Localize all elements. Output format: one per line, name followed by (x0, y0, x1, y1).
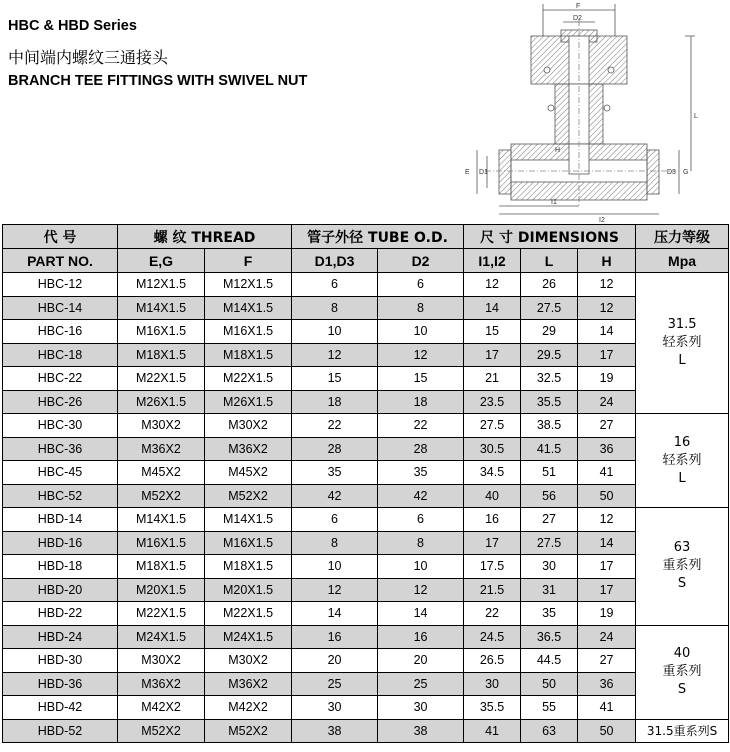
h-cell: 19 (578, 367, 636, 391)
l-cell: 56 (521, 484, 578, 508)
grade-series: 重系列 (662, 664, 702, 679)
d2-cell: 22 (378, 414, 464, 438)
grade-mpa: 31.5 (667, 317, 697, 332)
thread-eg-cell: M22X1.5 (118, 602, 205, 626)
l-cell: 55 (521, 696, 578, 720)
thread-eg-cell: M52X2 (118, 484, 205, 508)
thread-eg-cell: M36X2 (118, 437, 205, 461)
h-cell: 27 (578, 649, 636, 673)
thread-eg-cell: M45X2 (118, 461, 205, 485)
part-no-cell: HBC-22 (3, 367, 118, 391)
h-cell: 14 (578, 320, 636, 344)
d2-cell: 12 (378, 343, 464, 367)
part-no-cell: HBD-14 (3, 508, 118, 532)
dim-label-d2: D2 (573, 15, 582, 22)
eg-header: E,G (118, 249, 205, 273)
i1i2-cell: 34.5 (464, 461, 521, 485)
dim-label-h: H (555, 147, 561, 154)
l-cell: 50 (521, 672, 578, 696)
dim-label-d1: D1 (479, 169, 488, 176)
part-no-cell: HBD-30 (3, 649, 118, 673)
part-no-cell: HBC-16 (3, 320, 118, 344)
f-header: F (205, 249, 292, 273)
thread-eg-cell: M22X1.5 (118, 367, 205, 391)
thread-f-cell: M36X2 (205, 437, 292, 461)
part-no-cell: HBC-36 (3, 437, 118, 461)
part-no-cell: HBD-20 (3, 578, 118, 602)
h-cell: 27 (578, 414, 636, 438)
grade-header-cn: 压力等级 (636, 225, 729, 249)
thread-eg-cell: M20X1.5 (118, 578, 205, 602)
table-row (3, 390, 729, 414)
h-cell: 36 (578, 672, 636, 696)
thread-eg-cell: M16X1.5 (118, 320, 205, 344)
d2-cell: 8 (378, 531, 464, 555)
d1d3-cell: 10 (292, 320, 378, 344)
h-cell: 17 (578, 578, 636, 602)
dim-label-d3: D3 (667, 169, 676, 176)
l-cell: 29 (521, 320, 578, 344)
dim-label-i1: I1 (551, 199, 557, 206)
thread-f-cell: M14X1.5 (205, 296, 292, 320)
table-row (3, 273, 729, 297)
part-no-cell: HBC-18 (3, 343, 118, 367)
thread-f-cell: M42X2 (205, 696, 292, 720)
l-cell: 35.5 (521, 390, 578, 414)
thread-f-cell: M24X1.5 (205, 625, 292, 649)
d1d3-cell: 20 (292, 649, 378, 673)
d1d3-cell: 12 (292, 578, 378, 602)
thread-f-cell: M18X1.5 (205, 343, 292, 367)
grade-code: S (677, 682, 687, 697)
table-row (3, 461, 729, 485)
d1d3-cell: 25 (292, 672, 378, 696)
d2-cell: 38 (378, 719, 464, 743)
d1d3-cell: 35 (292, 461, 378, 485)
grade-series: 重系列 (662, 558, 702, 574)
part-no-cell: HBC-14 (3, 296, 118, 320)
h-cell: 12 (578, 508, 636, 532)
d1d3-cell: 12 (292, 343, 378, 367)
pressure-grade-cell (636, 414, 729, 508)
part-no-cell: HBD-36 (3, 672, 118, 696)
table-row (3, 625, 729, 649)
i1i2-cell: 17.5 (464, 555, 521, 579)
l-cell: 44.5 (521, 649, 578, 673)
table-row (3, 531, 729, 555)
i1i2-cell: 27.5 (464, 414, 521, 438)
thread-f-cell: M16X1.5 (205, 531, 292, 555)
d1d3-cell: 6 (292, 273, 378, 297)
l-cell: 31 (521, 578, 578, 602)
part-no-cell: HBC-30 (3, 414, 118, 438)
thread-f-cell: M30X2 (205, 649, 292, 673)
tee-fitting-drawing (455, 0, 727, 225)
thread-f-cell: M20X1.5 (205, 578, 292, 602)
part-no-cell: HBD-24 (3, 625, 118, 649)
d2-header: D2 (378, 249, 464, 273)
dim-label-l: L (694, 113, 698, 120)
part-no-cell: HBD-52 (3, 719, 118, 743)
thread-f-cell: M45X2 (205, 461, 292, 485)
pressure-grade-cell (636, 625, 729, 719)
i1i2-cell: 22 (464, 602, 521, 626)
h-cell: 36 (578, 437, 636, 461)
i1i2-cell: 16 (464, 508, 521, 532)
thread-eg-cell: M36X2 (118, 672, 205, 696)
table-row (3, 508, 729, 532)
d2-cell: 35 (378, 461, 464, 485)
dim-label-f: F (576, 3, 581, 10)
pressure-grade-cell: 31.5重系列S (636, 719, 729, 743)
i1i2-cell: 41 (464, 719, 521, 743)
l-cell: 26 (521, 273, 578, 297)
d1d3-cell: 38 (292, 719, 378, 743)
h-header: H (578, 249, 636, 273)
grade-code: L (678, 353, 686, 368)
d2-cell: 6 (378, 273, 464, 297)
d2-cell: 15 (378, 367, 464, 391)
d1d3-cell: 30 (292, 696, 378, 720)
l-cell: 41.5 (521, 437, 578, 461)
h-cell: 24 (578, 390, 636, 414)
i1i2-cell: 12 (464, 273, 521, 297)
d1d3-cell: 8 (292, 296, 378, 320)
dim-label-e: E (465, 169, 470, 176)
d2-cell: 8 (378, 296, 464, 320)
d1d3-cell: 10 (292, 555, 378, 579)
thread-eg-cell: M24X1.5 (118, 625, 205, 649)
d2-cell: 28 (378, 437, 464, 461)
d1d3-cell: 15 (292, 367, 378, 391)
part-no-cell: HBD-16 (3, 531, 118, 555)
l-header: L (521, 249, 578, 273)
d2-cell: 14 (378, 602, 464, 626)
h-cell: 19 (578, 602, 636, 626)
product-title-cn: 中间端内螺纹三通接头 (8, 48, 169, 67)
d2-cell: 42 (378, 484, 464, 508)
d2-cell: 12 (378, 578, 464, 602)
table-row (3, 578, 729, 602)
d1d3-cell: 16 (292, 625, 378, 649)
table-row (3, 437, 729, 461)
table-row (3, 414, 729, 438)
table-row (3, 484, 729, 508)
spec-table (2, 224, 729, 743)
d1d3-cell: 42 (292, 484, 378, 508)
i1i2-cell: 24.5 (464, 625, 521, 649)
d1d3-cell: 28 (292, 437, 378, 461)
product-title-en: BRANCH TEE FITTINGS WITH SWIVEL NUT (8, 73, 308, 89)
l-cell: 63 (521, 719, 578, 743)
i1i2-cell: 21 (464, 367, 521, 391)
l-cell: 30 (521, 555, 578, 579)
dimensions-header: 尺 寸 DIMENSIONS (464, 225, 636, 249)
pressure-grade-cell (636, 273, 729, 414)
h-cell: 50 (578, 719, 636, 743)
h-cell: 17 (578, 555, 636, 579)
table-row (3, 696, 729, 720)
h-cell: 41 (578, 461, 636, 485)
grade-mpa: 40 (673, 646, 691, 661)
tube-header: 管子外径 TUBE O.D. (292, 225, 464, 249)
i1i2-cell: 30 (464, 672, 521, 696)
i1i2-cell: 17 (464, 343, 521, 367)
grade-mpa: 63 (673, 540, 691, 556)
d1d3-cell: 14 (292, 602, 378, 626)
i1i2-cell: 40 (464, 484, 521, 508)
series-title: HBC & HBD Series (8, 18, 137, 34)
table-row (3, 602, 729, 626)
h-cell: 50 (578, 484, 636, 508)
grade-mpa: 16 (673, 434, 691, 450)
table-row (3, 719, 729, 743)
table-row (3, 296, 729, 320)
table-row (3, 649, 729, 673)
d2-cell: 10 (378, 320, 464, 344)
thread-eg-cell: M14X1.5 (118, 296, 205, 320)
d2-cell: 16 (378, 625, 464, 649)
grade-series: 轻系列 (662, 452, 702, 468)
d2-cell: 18 (378, 390, 464, 414)
i1i2-cell: 14 (464, 296, 521, 320)
d1d3-cell: 22 (292, 414, 378, 438)
l-cell: 32.5 (521, 367, 578, 391)
part-no-cell: HBD-18 (3, 555, 118, 579)
d1d3-cell: 6 (292, 508, 378, 532)
part-no-cell: HBD-42 (3, 696, 118, 720)
thread-header: 螺 纹 THREAD (118, 225, 292, 249)
d2-cell: 6 (378, 508, 464, 532)
part-header-cn: 代 号 (3, 225, 118, 249)
i1i2-cell: 17 (464, 531, 521, 555)
table-row (3, 672, 729, 696)
grade-code: L (678, 470, 686, 486)
d2-cell: 25 (378, 672, 464, 696)
d1d3-header: D1,D3 (292, 249, 378, 273)
pressure-grade-cell (636, 508, 729, 626)
grade-series: 轻系列 (662, 335, 702, 350)
table-row (3, 320, 729, 344)
grade-code: S (677, 576, 687, 592)
i1i2-header: I1,I2 (464, 249, 521, 273)
thread-f-cell: M52X2 (205, 719, 292, 743)
l-cell: 38.5 (521, 414, 578, 438)
d2-cell: 20 (378, 649, 464, 673)
thread-eg-cell: M26X1.5 (118, 390, 205, 414)
thread-eg-cell: M14X1.5 (118, 508, 205, 532)
i1i2-cell: 15 (464, 320, 521, 344)
part-no-cell: HBC-12 (3, 273, 118, 297)
part-no-cell: HBC-52 (3, 484, 118, 508)
thread-eg-cell: M12X1.5 (118, 273, 205, 297)
thread-f-cell: M16X1.5 (205, 320, 292, 344)
thread-f-cell: M22X1.5 (205, 367, 292, 391)
header-row-2 (3, 249, 729, 273)
h-cell: 12 (578, 296, 636, 320)
i1i2-cell: 26.5 (464, 649, 521, 673)
thread-f-cell: M52X2 (205, 484, 292, 508)
l-cell: 27.5 (521, 531, 578, 555)
l-cell: 36.5 (521, 625, 578, 649)
thread-eg-cell: M18X1.5 (118, 343, 205, 367)
table-row (3, 343, 729, 367)
h-cell: 24 (578, 625, 636, 649)
h-cell: 12 (578, 273, 636, 297)
l-cell: 35 (521, 602, 578, 626)
thread-eg-cell: M42X2 (118, 696, 205, 720)
l-cell: 27 (521, 508, 578, 532)
part-no-cell: HBD-22 (3, 602, 118, 626)
i1i2-cell: 35.5 (464, 696, 521, 720)
dim-label-g: G (683, 169, 689, 176)
l-cell: 27.5 (521, 296, 578, 320)
part-no-cell: HBC-45 (3, 461, 118, 485)
thread-eg-cell: M16X1.5 (118, 531, 205, 555)
part-header-en: PART NO. (3, 249, 118, 273)
i1i2-cell: 30.5 (464, 437, 521, 461)
i1i2-cell: 21.5 (464, 578, 521, 602)
thread-f-cell: M12X1.5 (205, 273, 292, 297)
thread-f-cell: M30X2 (205, 414, 292, 438)
dim-label-i2: I2 (599, 217, 605, 224)
thread-f-cell: M36X2 (205, 672, 292, 696)
l-cell: 29.5 (521, 343, 578, 367)
thread-f-cell: M22X1.5 (205, 602, 292, 626)
table-row (3, 555, 729, 579)
thread-f-cell: M14X1.5 (205, 508, 292, 532)
thread-f-cell: M18X1.5 (205, 555, 292, 579)
d2-cell: 30 (378, 696, 464, 720)
d1d3-cell: 8 (292, 531, 378, 555)
header-row-1 (3, 225, 729, 249)
table-row (3, 367, 729, 391)
thread-eg-cell: M30X2 (118, 414, 205, 438)
thread-eg-cell: M52X2 (118, 719, 205, 743)
mpa-header: Mpa (636, 249, 729, 273)
thread-eg-cell: M30X2 (118, 649, 205, 673)
part-no-cell: HBC-26 (3, 390, 118, 414)
h-cell: 41 (578, 696, 636, 720)
thread-eg-cell: M18X1.5 (118, 555, 205, 579)
thread-f-cell: M26X1.5 (205, 390, 292, 414)
d2-cell: 10 (378, 555, 464, 579)
i1i2-cell: 23.5 (464, 390, 521, 414)
l-cell: 51 (521, 461, 578, 485)
h-cell: 17 (578, 343, 636, 367)
h-cell: 14 (578, 531, 636, 555)
d1d3-cell: 18 (292, 390, 378, 414)
